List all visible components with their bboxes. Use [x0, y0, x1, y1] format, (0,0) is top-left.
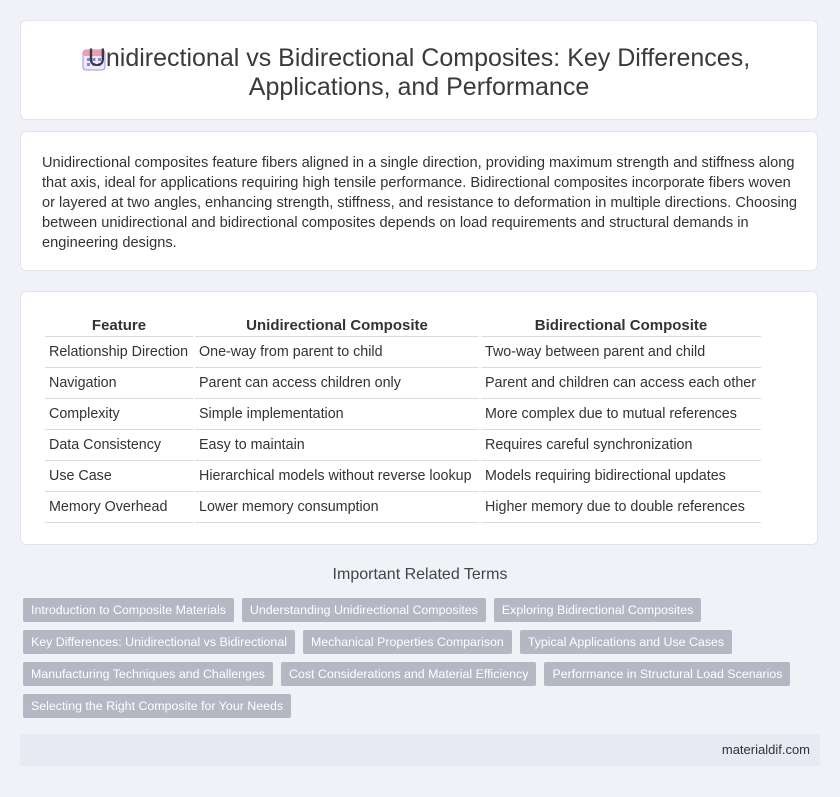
- related-terms-list: [23, 598, 823, 726]
- tag-row: [23, 694, 823, 718]
- page-title: [21, 44, 817, 102]
- table-cell: Two-way between parent and child: [481, 337, 761, 368]
- table-cell: Models requiring bidirectional updates: [481, 461, 761, 492]
- related-term-tag[interactable]: Key Differences: Unidirectional vs Bidirectional: [23, 630, 295, 654]
- comparison-table: [43, 314, 763, 523]
- intro-card: [20, 131, 818, 271]
- footer: [20, 734, 820, 766]
- table-cell: Easy to maintain: [195, 430, 479, 461]
- related-term-tag[interactable]: Exploring Bidirectional Composites: [494, 598, 701, 622]
- table-cell: Hierarchical models without reverse lookup: [195, 461, 479, 492]
- intro-paragraph: Unidirectional composites feature fibers aligned in a single direction, providing maximum strength and stiffness along that axis, ideal for applications requiring high tensile performance. Bidirectional composites incorporate fibers woven or layered at two angles, enhancing strength, stiffness, and resistance to deformation in multiple directions. Choosing between unidirectional and bidirectional composites depends on load requirements and structural demands in engineering designs.: [42, 155, 797, 251]
- table-header-row: [45, 314, 761, 337]
- related-term-tag[interactable]: Mechanical Properties Comparison: [303, 630, 512, 654]
- table-row: [45, 430, 761, 461]
- table-cell: Use Case: [45, 461, 193, 492]
- table-cell: Parent and children can access each other: [481, 368, 761, 399]
- table-cell: Simple implementation: [195, 399, 479, 430]
- page-title-line-2: Applications, and Performance: [248, 73, 590, 101]
- table-cell: Data Consistency: [45, 430, 193, 461]
- table-cell: Relationship Direction: [45, 337, 193, 368]
- comparison-table-card: [20, 291, 818, 545]
- tag-row: [23, 630, 823, 654]
- tag-row: [23, 662, 823, 686]
- column-header-feature: Feature: [45, 314, 193, 337]
- related-term-tag[interactable]: Introduction to Composite Materials: [23, 598, 234, 622]
- table-cell: Complexity: [45, 399, 193, 430]
- header-card: [20, 20, 818, 120]
- related-term-tag[interactable]: Understanding Unidirectional Composites: [242, 598, 486, 622]
- column-header-bidirectional: Bidirectional Composite: [481, 314, 761, 337]
- footer-site-name: materialdif.com: [721, 742, 810, 757]
- table-cell: One-way from parent to child: [195, 337, 479, 368]
- table-cell: More complex due to mutual references: [481, 399, 761, 430]
- table-row: [45, 368, 761, 399]
- table-cell: Higher memory due to double references: [481, 492, 761, 523]
- table-row: [45, 461, 761, 492]
- column-header-unidirectional: Unidirectional Composite: [195, 314, 479, 337]
- related-term-tag[interactable]: Selecting the Right Composite for Your Needs: [23, 694, 291, 718]
- related-term-tag[interactable]: Performance in Structural Load Scenarios: [544, 662, 790, 686]
- table-row: [45, 399, 761, 430]
- table-cell: Requires careful synchronization: [481, 430, 761, 461]
- related-term-tag[interactable]: Cost Considerations and Material Efficiency: [281, 662, 536, 686]
- table-cell: Parent can access children only: [195, 368, 479, 399]
- table-cell: Lower memory consumption: [195, 492, 479, 523]
- page-title-line-1: Unidirectional vs Bidirectional Composites: Key Differences,: [87, 44, 751, 72]
- related-term-tag[interactable]: Typical Applications and Use Cases: [520, 630, 732, 654]
- related-terms-heading: Important Related Terms: [332, 566, 508, 583]
- table-row: [45, 492, 761, 523]
- table-row: [45, 337, 761, 368]
- tag-row: [23, 598, 823, 622]
- related-term-tag[interactable]: Manufacturing Techniques and Challenges: [23, 662, 273, 686]
- table-cell: Navigation: [45, 368, 193, 399]
- table-cell: Memory Overhead: [45, 492, 193, 523]
